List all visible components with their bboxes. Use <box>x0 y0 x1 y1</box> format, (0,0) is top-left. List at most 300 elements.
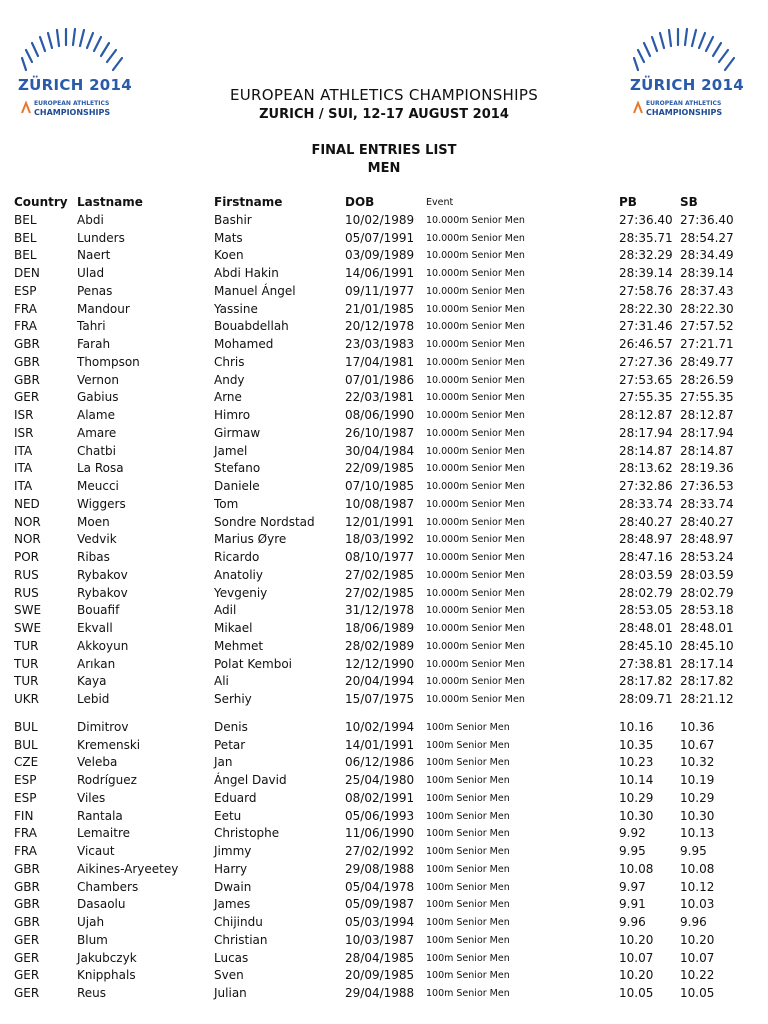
cell-sb: 28:48.01 <box>680 621 734 635</box>
cell-lastname: Alame <box>77 408 115 422</box>
cell-sb: 28:19.36 <box>680 461 734 476</box>
cell-dob: 28/02/1989 <box>345 638 415 653</box>
cell-pb: 28:22.30 <box>619 301 673 316</box>
cell-firstname: Jan <box>214 755 233 770</box>
table-header-row <box>14 194 764 212</box>
cell-firstname: Koen <box>214 248 244 263</box>
cell-event: 100m Senior Men <box>426 757 510 769</box>
table-row <box>14 514 764 532</box>
cell-lastname: Ekvall <box>77 621 113 635</box>
cell-sb: 27:36.53 <box>680 479 734 493</box>
table-row <box>14 967 764 985</box>
cell-dob: 05/03/1994 <box>345 915 415 929</box>
cell-event: 10.000m Senior Men <box>426 392 525 404</box>
cell-pb: 9.91 <box>619 897 646 912</box>
cell-dob: 05/09/1987 <box>345 897 415 912</box>
cell-dob: 30/04/1984 <box>345 443 415 458</box>
cell-pb: 9.95 <box>619 844 646 858</box>
table-row <box>14 354 764 372</box>
cell-pb: 28:35.71 <box>619 230 673 245</box>
cell-firstname: Bashir <box>214 212 252 227</box>
cell-pb: 10.23 <box>619 755 654 770</box>
cell-country: GER <box>14 950 40 965</box>
cell-event: 10.000m Senior Men <box>426 303 525 315</box>
cell-sb: 9.95 <box>680 844 707 858</box>
cell-dob: 08/02/1991 <box>345 790 415 805</box>
cell-event: 100m Senior Men <box>426 970 510 982</box>
document-subtitle: ZURICH / SUI, 12-17 AUGUST 2014 <box>259 107 509 122</box>
cell-country: BUL <box>14 719 38 734</box>
table-row <box>14 719 764 737</box>
cell-country: RUS <box>14 585 39 600</box>
cell-dob: 12/12/1990 <box>345 656 415 671</box>
cell-pb: 28:14.87 <box>619 443 673 458</box>
logo-line2: CHAMPIONSHIPS <box>646 108 723 117</box>
table-row <box>14 212 764 230</box>
table-row <box>14 460 764 478</box>
cell-country: GBR <box>14 372 40 387</box>
cell-event: 100m Senior Men <box>426 792 510 804</box>
group-10000m <box>14 212 764 709</box>
cell-dob: 05/07/1991 <box>345 230 415 245</box>
cell-dob: 20/12/1978 <box>345 319 415 334</box>
cell-pb: 28:13.62 <box>619 461 673 476</box>
cell-dob: 08/06/1990 <box>345 408 415 422</box>
cell-country: GBR <box>14 337 40 351</box>
cell-event: 10.000m Senior Men <box>426 214 525 226</box>
cell-event: 100m Senior Men <box>426 881 510 893</box>
cell-sb: 28:40.27 <box>680 514 734 529</box>
cell-lastname: Moen <box>77 514 110 529</box>
cell-firstname: Mikael <box>214 621 253 635</box>
table-row <box>14 656 764 674</box>
cell-sb: 28:49.77 <box>680 354 734 369</box>
cell-sb: 27:57.52 <box>680 319 734 334</box>
cell-event: 10.000m Senior Men <box>426 445 525 457</box>
cell-lastname: Lunders <box>77 230 125 245</box>
logo-line2: CHAMPIONSHIPS <box>34 108 111 117</box>
cell-firstname: Himro <box>214 408 251 422</box>
cell-event: 10.000m Senior Men <box>426 605 525 617</box>
cell-pb: 28:40.27 <box>619 514 673 529</box>
cell-country: DEN <box>14 266 40 280</box>
cell-country: GBR <box>14 897 40 912</box>
cell-sb: 28:14.87 <box>680 443 734 458</box>
cell-pb: 28:03.59 <box>619 567 673 582</box>
cell-sb: 28:12.87 <box>680 408 734 422</box>
cell-country: GBR <box>14 861 40 876</box>
cell-lastname: Aikines-Aryeetey <box>77 861 179 876</box>
cell-pb: 28:12.87 <box>619 408 673 422</box>
cell-firstname: Yassine <box>214 301 258 316</box>
cell-lastname: Amare <box>77 425 117 440</box>
cell-sb: 10.32 <box>680 755 715 770</box>
cell-pb: 27:31.46 <box>619 319 673 334</box>
cell-sb: 27:36.40 <box>680 212 734 227</box>
cell-pb: 10.20 <box>619 932 654 947</box>
table-row <box>14 389 764 407</box>
cell-sb: 28:17.94 <box>680 425 734 440</box>
cell-lastname: Naert <box>77 248 111 263</box>
cell-lastname: Ribas <box>77 550 110 564</box>
cell-lastname: Chatbi <box>77 443 116 458</box>
cell-event: 100m Senior Men <box>426 846 510 857</box>
cell-sb: 28:37.43 <box>680 283 734 298</box>
cell-sb: 28:39.14 <box>680 266 734 280</box>
col-event-header: Event <box>426 197 454 208</box>
cell-country: SWE <box>14 603 42 618</box>
cell-pb: 28:32.29 <box>619 248 673 263</box>
cell-lastname: Blum <box>77 932 108 947</box>
table-row <box>14 407 764 425</box>
cell-pb: 9.92 <box>619 826 646 841</box>
cell-dob: 28/04/1985 <box>345 950 415 965</box>
table-row <box>14 914 764 932</box>
table-row <box>14 772 764 790</box>
cell-lastname: Lemaitre <box>77 826 130 841</box>
cell-lastname: Kremenski <box>77 737 141 752</box>
cell-dob: 11/06/1990 <box>345 826 415 841</box>
cell-pb: 10.14 <box>619 773 654 787</box>
cell-pb: 27:55.35 <box>619 390 673 405</box>
cell-pb: 28:45.10 <box>619 638 673 653</box>
table-row <box>14 283 764 301</box>
cell-dob: 31/12/1978 <box>345 603 415 618</box>
cell-sb: 28:21.12 <box>680 692 734 706</box>
cell-dob: 20/04/1994 <box>345 674 415 689</box>
cell-country: GER <box>14 968 40 983</box>
logo-line1: EUROPEAN ATHLETICS <box>646 100 722 107</box>
cell-sb: 27:21.71 <box>680 337 734 351</box>
cell-firstname: Christophe <box>214 826 280 841</box>
cell-dob: 27/02/1985 <box>345 585 415 600</box>
cell-event: 10.000m Senior Men <box>426 623 525 634</box>
cell-country: POR <box>14 550 40 564</box>
table-row <box>14 843 764 861</box>
table-row <box>14 567 764 585</box>
cell-country: CZE <box>14 755 39 770</box>
cell-country: BEL <box>14 212 37 227</box>
cell-event: 10.000m Senior Men <box>426 339 525 350</box>
cell-lastname: Dasaolu <box>77 897 126 912</box>
cell-sb: 28:03.59 <box>680 567 734 582</box>
cell-sb: 10.08 <box>680 861 715 876</box>
cell-firstname: Girmaw <box>214 425 261 440</box>
table-row <box>14 425 764 443</box>
cell-country: FRA <box>14 844 37 858</box>
cell-firstname: Marius Øyre <box>214 532 287 547</box>
cell-lastname: Rantala <box>77 808 123 823</box>
cell-lastname: Rybakov <box>77 567 128 582</box>
col-dob-header: DOB <box>345 195 375 209</box>
table-row <box>14 737 764 755</box>
cell-sb: 28:54.27 <box>680 230 734 245</box>
cell-sb: 28:48.97 <box>680 532 734 547</box>
cell-firstname: Abdi Hakin <box>214 266 279 280</box>
cell-country: BEL <box>14 248 37 263</box>
cell-country: BUL <box>14 737 38 752</box>
cell-event: 10.000m Senior Men <box>426 658 525 670</box>
cell-sb: 9.96 <box>680 915 707 929</box>
cell-event: 100m Senior Men <box>426 863 510 875</box>
cell-pb: 28:48.97 <box>619 532 673 547</box>
cell-sb: 28:53.24 <box>680 550 734 564</box>
cell-dob: 07/10/1985 <box>345 479 415 493</box>
table-row <box>14 247 764 265</box>
table-row <box>14 496 764 514</box>
cell-firstname: Bouabdellah <box>214 319 289 334</box>
cell-sb: 28:26.59 <box>680 372 734 387</box>
cell-sb: 10.03 <box>680 897 715 912</box>
cell-firstname: Stefano <box>214 461 261 476</box>
cell-lastname: Tahri <box>77 319 106 334</box>
cell-country: TUR <box>14 656 39 671</box>
cell-firstname: Eetu <box>214 808 242 823</box>
cell-country: RUS <box>14 567 39 582</box>
cell-dob: 03/09/1989 <box>345 248 415 263</box>
cell-country: ESP <box>14 773 37 787</box>
cell-pb: 10.07 <box>619 950 654 965</box>
cell-sb: 28:02.79 <box>680 585 734 600</box>
cell-event: 10.000m Senior Men <box>426 587 525 599</box>
cell-pb: 28:39.14 <box>619 266 673 280</box>
cell-event: 100m Senior Men <box>426 721 510 733</box>
cell-lastname: Vedvik <box>77 532 117 547</box>
cell-firstname: Ali <box>214 674 229 689</box>
cell-lastname: Veleba <box>77 755 118 770</box>
cell-lastname: Mandour <box>77 301 130 316</box>
cell-dob: 15/07/1975 <box>345 692 415 706</box>
group-separator <box>14 709 764 719</box>
cell-sb: 10.20 <box>680 932 715 947</box>
cell-dob: 27/02/1985 <box>345 567 415 582</box>
document-title: EUROPEAN ATHLETICS CHAMPIONSHIPS <box>229 86 539 104</box>
cell-firstname: Mats <box>214 230 243 245</box>
table-row <box>14 638 764 656</box>
cell-country: FIN <box>14 808 34 823</box>
table-row <box>14 478 764 496</box>
logo-city: ZÜRICH 2014 <box>18 76 133 94</box>
table-row <box>14 896 764 914</box>
table-row <box>14 754 764 772</box>
cell-country: GBR <box>14 915 40 929</box>
cell-country: ISR <box>14 425 34 440</box>
cell-sb: 10.12 <box>680 879 715 894</box>
cell-firstname: Harry <box>214 861 248 876</box>
cell-country: SWE <box>14 621 42 635</box>
cell-lastname: Penas <box>77 283 113 298</box>
cell-dob: 10/02/1994 <box>345 719 415 734</box>
cell-lastname: Vicaut <box>77 844 115 858</box>
cell-pb: 9.97 <box>619 879 646 894</box>
table-row <box>14 825 764 843</box>
cell-firstname: Serhiy <box>214 692 252 706</box>
cell-sb: 10.29 <box>680 790 715 805</box>
cell-country: GBR <box>14 879 40 894</box>
cell-country: ITA <box>14 479 33 493</box>
cell-pb: 27:53.65 <box>619 372 673 387</box>
table-row <box>14 531 764 549</box>
cell-firstname: Arne <box>214 390 242 405</box>
cell-pb: 28:17.82 <box>619 674 673 689</box>
cell-pb: 27:32.86 <box>619 479 673 493</box>
cell-firstname: Christian <box>214 932 268 947</box>
cell-lastname: Wiggers <box>77 496 126 511</box>
table-row <box>14 790 764 808</box>
cell-sb: 28:34.49 <box>680 248 734 263</box>
cell-firstname: Mohamed <box>214 337 274 351</box>
cell-lastname: Jakubczyk <box>77 950 137 965</box>
cell-firstname: Jamel <box>214 443 248 458</box>
cell-firstname: Ricardo <box>214 550 260 564</box>
cell-sb: 28:45.10 <box>680 638 734 653</box>
cell-firstname: Jimmy <box>214 844 252 858</box>
cell-event: 10.000m Senior Men <box>426 356 525 368</box>
cell-country: TUR <box>14 638 39 653</box>
cell-dob: 14/01/1991 <box>345 737 415 752</box>
cell-dob: 10/02/1989 <box>345 212 415 227</box>
cell-lastname: Lebid <box>77 692 110 706</box>
cell-sb: 10.36 <box>680 719 715 734</box>
list-title-block <box>0 142 768 178</box>
table-row <box>14 861 764 879</box>
cell-firstname: Lucas <box>214 950 249 965</box>
cell-firstname: Manuel Ángel <box>214 283 296 298</box>
cell-dob: 08/10/1977 <box>345 550 415 564</box>
crown-rays-icon <box>12 18 132 78</box>
cell-dob: 09/11/1977 <box>345 283 415 298</box>
cell-event: 10.000m Senior Men <box>426 374 525 386</box>
cell-country: BEL <box>14 230 37 245</box>
cell-lastname: Dimitrov <box>77 719 129 734</box>
cell-lastname: Meucci <box>77 479 119 493</box>
cell-firstname: Denis <box>214 719 248 734</box>
cell-lastname: Knipphals <box>77 968 136 983</box>
cell-country: ESP <box>14 283 37 298</box>
cell-event: 10.000m Senior Men <box>426 463 525 475</box>
cell-sb: 28:22.30 <box>680 301 734 316</box>
cell-dob: 10/03/1987 <box>345 932 415 947</box>
cell-pb: 10.29 <box>619 790 654 805</box>
table-row <box>14 620 764 638</box>
cell-event: 10.000m Senior Men <box>426 481 525 492</box>
cell-dob: 05/06/1993 <box>345 808 415 823</box>
cell-country: UKR <box>14 692 39 706</box>
cell-pb: 10.16 <box>619 719 654 734</box>
cell-firstname: James <box>214 897 251 912</box>
cell-lastname: Chambers <box>77 879 139 894</box>
cell-sb: 10.67 <box>680 737 715 752</box>
cell-event: 10.000m Senior Men <box>426 427 525 439</box>
cell-firstname: Sven <box>214 968 244 983</box>
table-row <box>14 318 764 336</box>
cell-pb: 26:46.57 <box>619 337 673 351</box>
cell-pb: 9.96 <box>619 915 646 929</box>
cell-country: ISR <box>14 408 34 422</box>
cell-dob: 29/04/1988 <box>345 986 415 1000</box>
col-country-header: Country <box>14 195 68 209</box>
cell-lastname: Kaya <box>77 674 107 689</box>
cell-dob: 23/03/1983 <box>345 337 415 351</box>
cell-country: TUR <box>14 674 39 689</box>
cell-pb: 28:48.01 <box>619 621 673 635</box>
cell-dob: 20/09/1985 <box>345 968 415 983</box>
cell-firstname: Eduard <box>214 790 257 805</box>
cell-lastname: Ujah <box>77 915 105 929</box>
cell-pb: 28:02.79 <box>619 585 673 600</box>
cell-event: 100m Senior Men <box>426 899 510 911</box>
cell-lastname: Bouafif <box>77 603 120 618</box>
col-firstname-header: Firstname <box>214 195 283 209</box>
cell-pb: 10.30 <box>619 808 654 823</box>
table-row <box>14 372 764 390</box>
cell-event: 10.000m Senior Men <box>426 250 525 262</box>
cell-country: FRA <box>14 826 37 841</box>
table-row <box>14 336 764 354</box>
cell-event: 100m Senior Men <box>426 775 510 786</box>
cell-pb: 28:09.71 <box>619 692 673 706</box>
cell-event: 10.000m Senior Men <box>426 640 525 652</box>
table-row <box>14 879 764 897</box>
cell-firstname: Dwain <box>214 879 252 894</box>
cell-pb: 27:58.76 <box>619 283 673 298</box>
cell-country: NOR <box>14 514 41 529</box>
cell-event: 10.000m Senior Men <box>426 410 525 421</box>
cell-sb: 10.19 <box>680 773 715 787</box>
cell-dob: 14/06/1991 <box>345 266 415 280</box>
cell-lastname: Farah <box>77 337 111 351</box>
table-row <box>14 602 764 620</box>
cell-country: GER <box>14 390 40 405</box>
cell-lastname: Reus <box>77 986 107 1000</box>
cell-event: 10.000m Senior Men <box>426 516 525 528</box>
cell-country: NED <box>14 496 40 511</box>
table-row <box>14 585 764 603</box>
cell-pb: 27:38.81 <box>619 656 673 671</box>
entries-table <box>14 194 764 1003</box>
cell-event: 10.000m Senior Men <box>426 694 525 705</box>
cell-country: GER <box>14 986 40 1000</box>
cell-country: FRA <box>14 301 37 316</box>
cell-event: 10.000m Senior Men <box>426 676 525 688</box>
cell-country: NOR <box>14 532 41 547</box>
cell-firstname: Julian <box>214 986 247 1000</box>
cell-event: 10.000m Senior Men <box>426 534 525 546</box>
table-row <box>14 673 764 691</box>
cell-event: 100m Senior Men <box>426 828 510 840</box>
cell-event: 10.000m Senior Men <box>426 285 525 297</box>
cell-pb: 28:33.74 <box>619 496 673 511</box>
cell-lastname: Ulad <box>77 266 105 280</box>
cell-dob: 17/04/1981 <box>345 354 415 369</box>
table-row <box>14 808 764 826</box>
cell-sb: 27:55.35 <box>680 390 734 405</box>
cell-sb: 28:17.14 <box>680 656 734 671</box>
cell-firstname: Mehmet <box>214 638 264 653</box>
logo-city: ZÜRICH 2014 <box>630 76 745 94</box>
cell-dob: 10/08/1987 <box>345 496 415 511</box>
cell-country: ITA <box>14 443 33 458</box>
cell-event: 100m Senior Men <box>426 810 510 822</box>
cell-firstname: Yevgeniy <box>214 585 268 600</box>
cell-pb: 28:17.94 <box>619 425 673 440</box>
cell-country: FRA <box>14 319 37 334</box>
cell-lastname: Vernon <box>77 372 119 387</box>
cell-firstname: Tom <box>214 496 239 511</box>
cell-firstname: Polat Kemboi <box>214 656 292 671</box>
cell-lastname: Gabius <box>77 390 119 405</box>
cell-sb: 28:53.18 <box>680 603 734 618</box>
